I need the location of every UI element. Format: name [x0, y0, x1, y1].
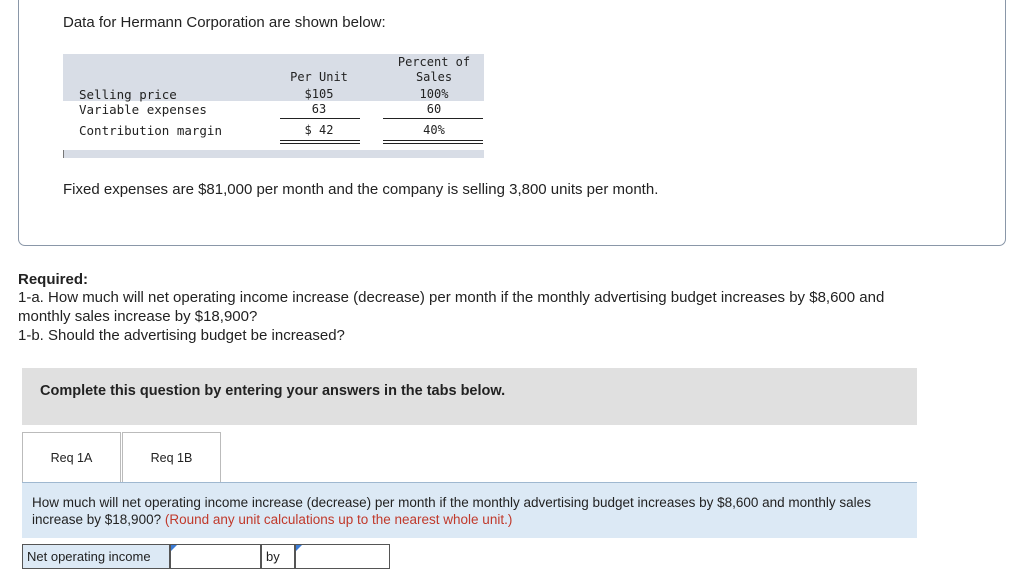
- required-1a-line1: 1-a. How much will net operating income increase (decrease) per month if the monthly advertising budget increases by $8,600 and: [18, 289, 885, 306]
- by-label-text: by: [266, 549, 280, 564]
- double-underline-percent-2: [383, 143, 483, 144]
- answer-direction-dropdown[interactable]: [170, 544, 261, 569]
- double-underline-percent-1: [383, 140, 483, 141]
- row-label-variable-expenses: Variable expenses: [79, 102, 207, 117]
- cell-selling-price-percent: 100%: [419, 87, 449, 101]
- by-label: [261, 544, 295, 569]
- tab-req-1a[interactable]: [22, 432, 121, 482]
- fixed-expenses-text: Fixed expenses are $81,000 per month and the company is selling 3,800 units per month.: [63, 181, 659, 198]
- cell-contribution-margin-percent: 40%: [423, 123, 445, 137]
- required-1a-line2: monthly sales increase by $18,900?: [18, 308, 258, 325]
- underline-unit: [280, 118, 360, 119]
- row-label-selling-price: Selling price: [79, 87, 177, 102]
- tab-req-1b-label: Req 1B: [150, 450, 193, 465]
- cell-contribution-margin-unit: $ 42: [304, 123, 334, 137]
- cell-selling-price-unit: $105: [304, 87, 334, 101]
- answer-label: [22, 544, 170, 569]
- tab-req-1b[interactable]: [122, 432, 221, 482]
- input-marker-icon: [171, 545, 177, 551]
- table-footer-band: [63, 150, 484, 158]
- answer-amount-input[interactable]: [295, 544, 390, 569]
- cell-variable-expenses-percent: 60: [426, 102, 442, 116]
- col-header-percent-line1: Percent of: [397, 55, 471, 69]
- double-underline-unit-1: [280, 140, 360, 141]
- col-header-per-unit: Per Unit: [290, 70, 348, 84]
- question-text: [32, 494, 902, 528]
- input-marker-icon: [296, 545, 302, 551]
- underline-percent: [383, 118, 483, 119]
- intro-text: Data for Hermann Corporation are shown below:: [63, 14, 386, 31]
- cell-variable-expenses-unit: 63: [311, 102, 327, 116]
- row-label-contribution-margin: Contribution margin: [79, 123, 222, 138]
- col-header-percent-line2: Sales: [415, 70, 453, 84]
- table-left-marker: [63, 150, 64, 158]
- question-hint: (Round any unit calculations up to the nearest whole unit.): [164, 512, 513, 527]
- tab-req-1a-label: Req 1A: [50, 450, 93, 465]
- answer-label-text: Net operating income: [27, 549, 151, 564]
- double-underline-unit-2: [280, 143, 360, 144]
- required-heading: Required:: [18, 271, 89, 288]
- required-1b: 1-b. Should the advertising budget be increased?: [18, 327, 345, 344]
- instruction-banner-text: Complete this question by entering your answers in the tabs below.: [40, 383, 506, 399]
- question-body: How much will net operating income increase (decrease) per month if the monthly advertising budget increases by $8,600 and monthly sales increase by $18,900?: [32, 495, 871, 527]
